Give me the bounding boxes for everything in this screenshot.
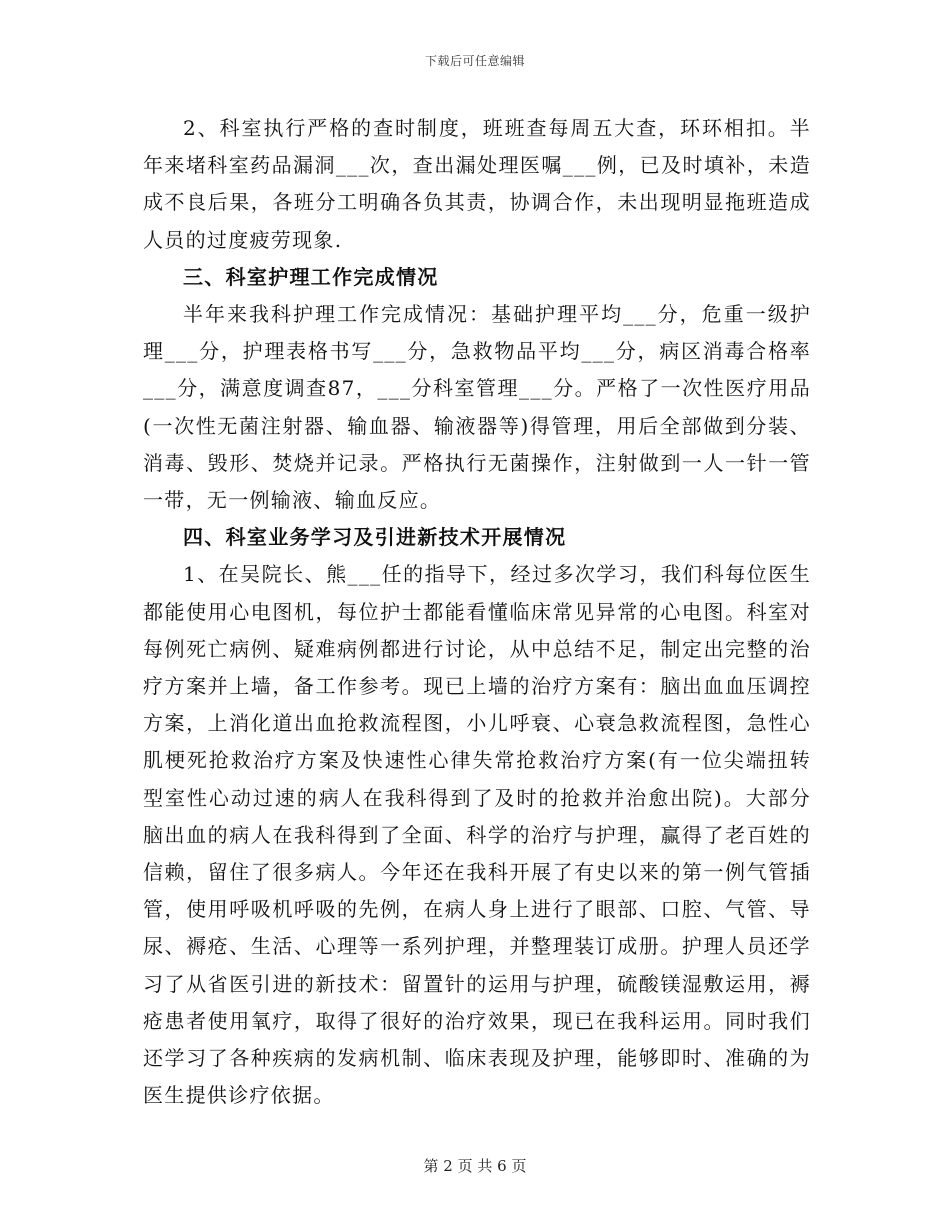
- paragraph-item-2: 2、科室执行严格的查时制度，班班查每周五大查，环环相扣。半年来堵科室药品漏洞___次，查出漏处理医嘱___例，已及时填补，未造成不良后果，各班分工明确各负其责，协调合作，未出现明显拖班造成人员的过度疲劳现象.: [143, 116, 811, 252]
- paragraph-nursing-completion: 半年来我科护理工作完成情况：基础护理平均___分，危重一级护理___分，护理表格书写___分，急救物品平均___分，病区消毒合格率___分，满意度调查87，___分科室管理___分。严格了一次性医疗用品(一次性无菌注射器、输血器、输液器等)得管理，用后全部做到分装、消毒、毁形、焚烧并记录。严格执行无菌操作，注射做到一人一针一管一带，无一例输液、输血反应。: [143, 302, 811, 513]
- paragraph-learning-new-tech: 1、在吴院长、熊___任的指导下，经过多次学习，我们科每位医生都能使用心电图机，每位护士都能看懂临床常见异常的心电图。科室对每例死亡病例、疑难病例都进行讨论，从中总结不足，制定出完整的治疗方案并上墙，备工作参考。现已上墙的治疗方案有：脑出血血压调控方案，上消化道出血抢救流程图，小儿呼衰、心衰急救流程图，急性心肌梗死抢救治疗方案及快速性心律失常抢救治疗方案(有一位尖端扭转型室性心动过速的病人在我科得到了及时的抢救并治愈出院)。大部分脑出血的病人在我科得到了全面、科学的治疗与护理，赢得了老百姓的信赖，留住了很多病人。今年还在我科开展了有史以来的第一例气管插管，使用呼吸机呼吸的先例，在病人身上进行了眼部、口腔、气管、导尿、褥疮、生活、心理等一系列护理，并整理装订成册。护理人员还学习了从省医引进的新技术：留置针的运用与护理，硫酸镁湿敷运用，褥疮患者使用氧疗，取得了很好的治疗效果，现已在我科运用。同时我们还学习了各种疾病的发病机制、临床表现及护理，能够即时、准确的为医生提供诊疗依据。: [143, 562, 811, 1108]
- section-heading-4: 四、科室业务学习及引进新技术开展情况: [183, 525, 567, 550]
- section-heading-3: 三、科室护理工作完成情况: [183, 264, 439, 289]
- header-note: 下载后可任意编辑: [424, 54, 525, 68]
- page-number: 第 2 页 共 6 页: [423, 1157, 527, 1175]
- document-body: [143, 110, 811, 1114]
